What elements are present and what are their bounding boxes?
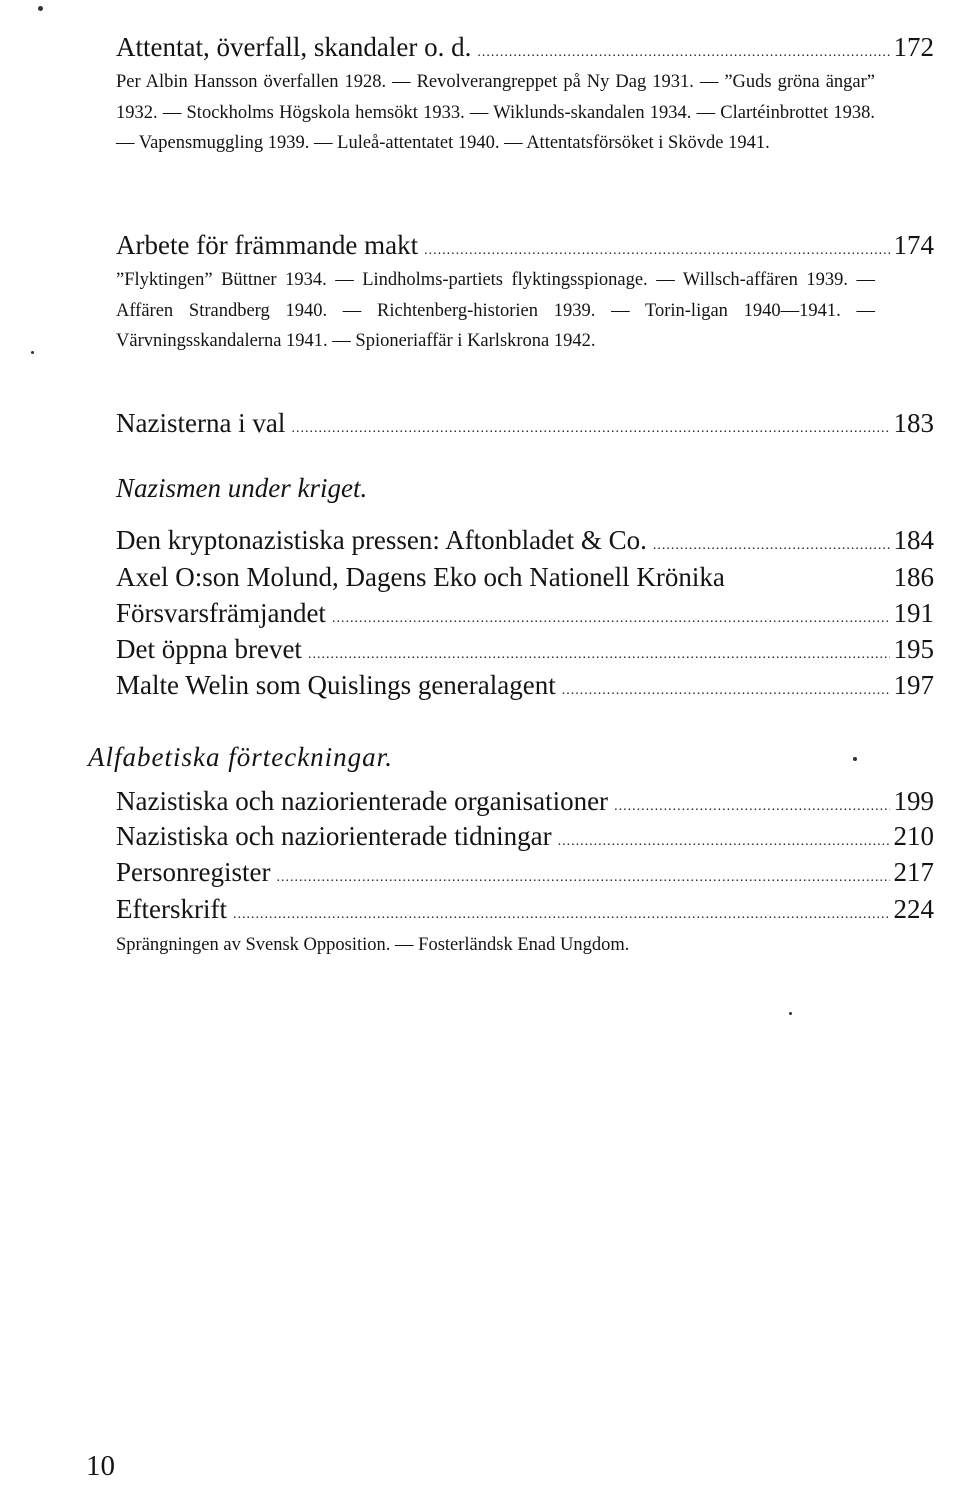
toc-entry-page: 172 — [893, 32, 934, 62]
toc-entry-title: Malte Welin som Quislings generalagent — [116, 670, 556, 700]
dot-leader — [424, 235, 889, 267]
toc-entry-page: 184 — [893, 525, 934, 555]
toc-entry — [116, 407, 934, 445]
toc-entry-page: 217 — [893, 857, 934, 887]
section-heading: Alfabetiska förteckningar. — [88, 742, 393, 772]
toc-entry-page: 186 — [893, 562, 934, 592]
print-speck — [789, 1012, 792, 1015]
toc-entry-page: 210 — [893, 821, 934, 851]
toc-entry — [116, 856, 934, 894]
toc-entry-page: 199 — [893, 786, 934, 816]
toc-entry-title: Den kryptonazistiska pressen: Aftonbladet & Co. — [116, 525, 647, 555]
print-speck — [38, 6, 43, 11]
dot-leader — [653, 530, 890, 562]
dot-leader — [558, 826, 890, 858]
toc-entry — [116, 524, 934, 562]
toc-entry-page: 224 — [893, 894, 934, 924]
toc-entry-title: Arbete för främmande makt — [116, 230, 419, 260]
dot-leader — [308, 639, 890, 671]
toc-entry — [116, 31, 934, 69]
dot-leader — [562, 675, 890, 707]
dot-leader — [276, 862, 889, 894]
toc-entry-title: Personregister — [116, 857, 271, 887]
toc-entry-title: Attentat, överfall, skandaler o. d. — [116, 32, 472, 62]
dot-leader — [614, 791, 889, 823]
toc-entry-title: Försvarsfrämjandet — [116, 598, 326, 628]
print-speck — [31, 351, 34, 354]
section-heading: Nazismen under kriget. — [116, 473, 368, 503]
toc-entry-page: 191 — [893, 598, 934, 628]
dot-leader — [233, 899, 890, 931]
dot-leader — [332, 603, 890, 635]
toc-entry-title: Axel O:son Molund, Dagens Eko och Nationell Krönika — [116, 562, 725, 592]
toc-entry-title: Det öppna brevet — [116, 634, 302, 664]
toc-entry-page: 183 — [893, 408, 934, 438]
toc-entry — [116, 597, 934, 635]
toc-entry-page: 195 — [893, 634, 934, 664]
toc-entry — [116, 561, 934, 593]
toc-entry-subtopics: Per Albin Hansson överfallen 1928. — Revolverangreppet på Ny Dag 1931. — ”Guds gröna ängar” 1932. — Stockholms Högskola hemsökt 1933. — Wiklunds-skandalen 1934. — Clartéinbrottet 1938. — Vapensmuggling 1939. — Luleå-attentatet 1940. — Attentatsförsöket i Skövde 1941. — [116, 72, 875, 153]
dot-leader — [291, 413, 889, 445]
toc-entry — [116, 785, 934, 823]
toc-entry — [116, 229, 934, 267]
toc-entry — [116, 633, 934, 671]
toc-entry — [116, 669, 934, 707]
toc-entry-title: Nazistiska och naziorienterade organisationer — [116, 786, 609, 816]
dot-leader — [477, 37, 889, 69]
print-speck — [853, 757, 857, 761]
toc-entry — [116, 820, 934, 858]
toc-entry-title: Nazistiska och naziorienterade tidningar — [116, 821, 552, 851]
toc-entry-subtopics: Sprängningen av Svensk Opposition. — Fosterländsk Enad Ungdom. — [116, 935, 630, 955]
toc-entry-title: Efterskrift — [116, 894, 227, 924]
toc-entry-title: Nazisterna i val — [116, 408, 286, 438]
toc-entry — [116, 893, 934, 931]
page-number: 10 — [86, 1450, 115, 1482]
toc-entry-subtopics: ”Flyktingen” Büttner 1934. — Lindholms-partiets flyktingsspionage. — Willsch-affären 1939. — Affären Strandberg 1940. — Richtenberg-historien 1939. — Torin-ligan 1940—1941. — Värvningsskandalerna 1941. — Spioneriaffär i Karlskrona 1942. — [116, 270, 875, 351]
toc-entry-page: 174 — [893, 230, 934, 260]
toc-entry-page: 197 — [893, 670, 934, 700]
